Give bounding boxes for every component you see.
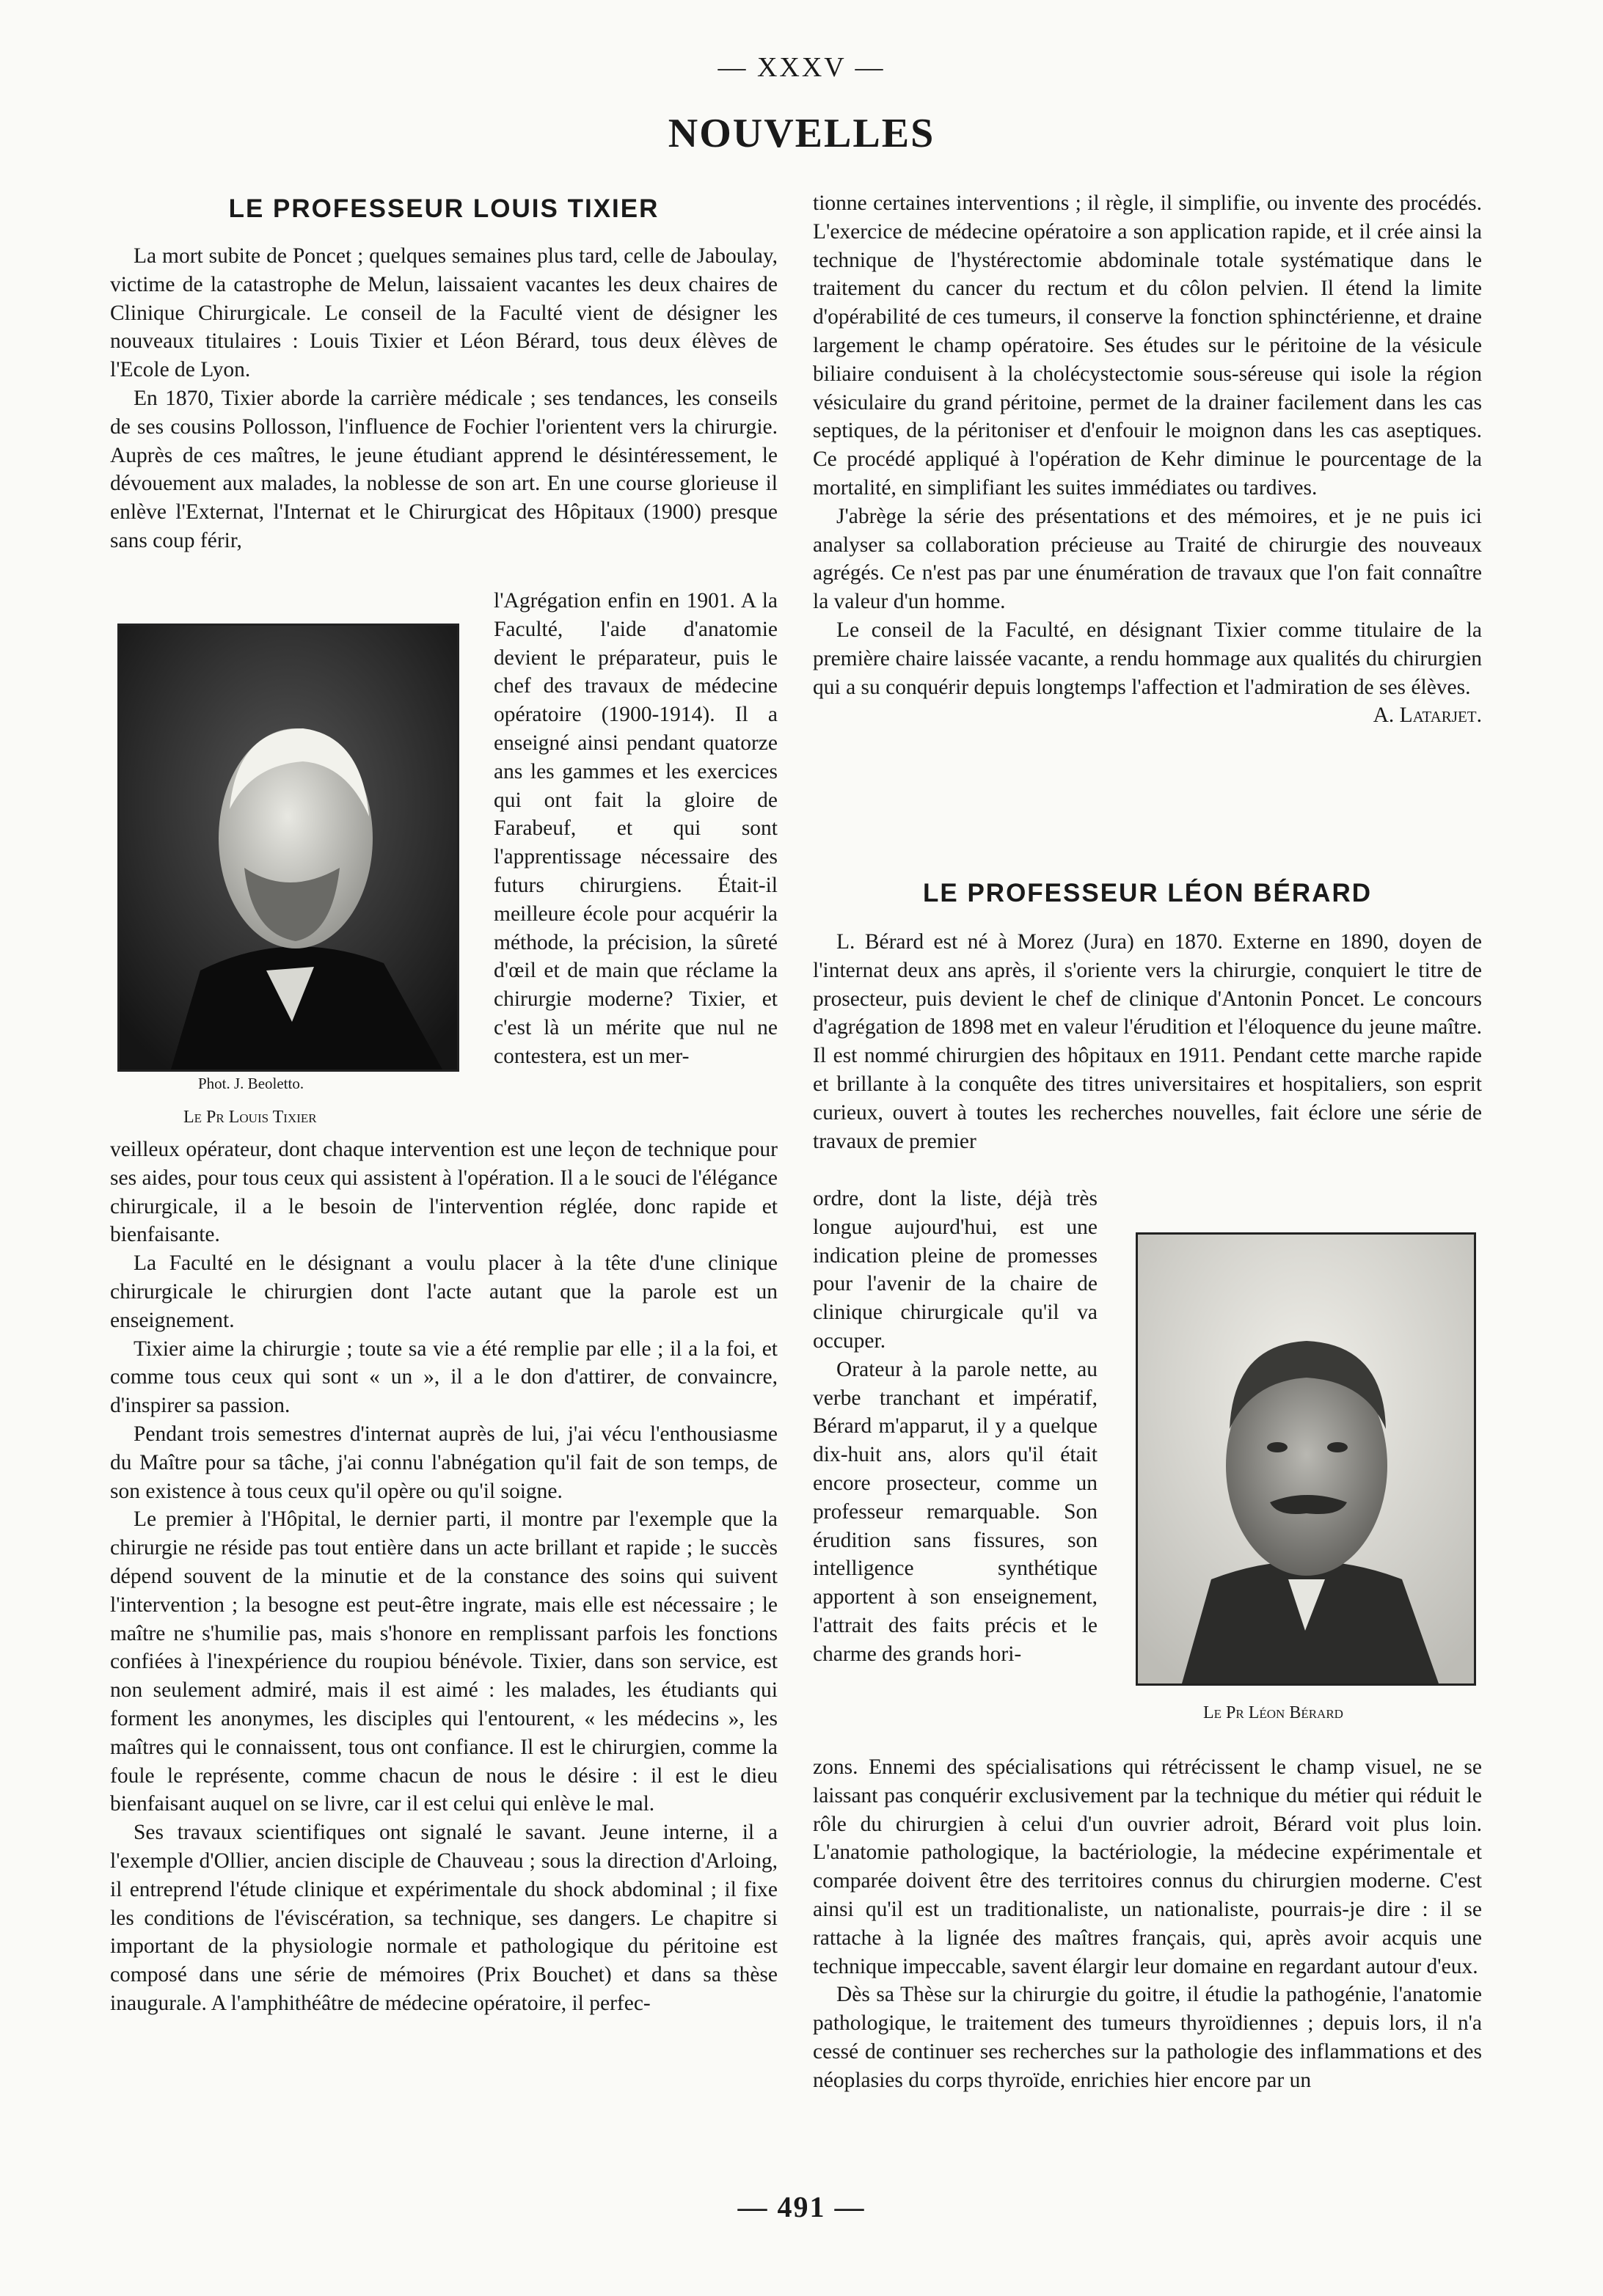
page-number: — 491 — <box>737 2190 866 2223</box>
tixier-after-photo <box>110 1136 778 2018</box>
tixier-beside-photo <box>494 587 778 1071</box>
tixier-photo-credit: Phot. J. Beoletto. <box>198 1075 304 1092</box>
paragraph: La mort subite de Poncet ; quelques semaines plus tard, celle de Jaboulay, victime de la catastrophe de Melun, laissaient vacantes les deux chaires de Clinique Chirurgicale. Le conseil de la Faculté vient de désigner les nouveaux titulaires : Louis Tixier et Léon Bérard, tous deux élèves de l'Ecole de Lyon. <box>110 244 778 382</box>
berard-portrait-image <box>1138 1235 1474 1683</box>
paragraph: Ses travaux scientifiques ont signalé le savant. Jeune interne, il a l'exemple d'Ollier, ancien disciple de Chauveau ; sous la direction d'Arloing, il entreprend l'étude clinique et expérimentale du shock abdominal ; il fixe les conditions de l'éviscération, sa technique, ses dangers. Le chapitre si important de la physiologie normale et pathologique du péritoine est composé dans une série de mémoires (Prix Bouchet) et dans sa thèse inaugurale. A l'amphithéâtre de médecine opératoire, il perfec- <box>110 1821 778 2015</box>
paragraph: Orateur à la parole nette, au verbe tranchant et impératif, Bérard m'apparut, il y a quelque dix-huit ans, alors qu'il était encore prosecteur, comme un professeur remarquable. Son érudition sans fissures, son intelligence synthétique apportent à son enseignement, l'attrait des faits précis et le charme des grands hori- <box>813 1357 1098 1666</box>
paragraph: Le premier à l'Hôpital, le dernier parti, il montre par l'exemple que la chirurgie ne réside pas tout entière dans un acte brillant et rapide ; le succès dépend souvent de la minutie et de la constance des soins qui suivent l'intervention ; la besogne est peut-être ingrate, mais elle est nécessaire ; le maître ne s'humilie pas, mais s'honore en remplissant parfois les fonctions confiées à l'inexpérience du roupiou bénévole. Tixier, dans son service, est non seulement admiré, mais il est aimé : les malades, les étudiants qui forment les anonymes, les disciples qui l'entourent, « les médecins », les maîtres qui le connaissent, tous ont confiance. Il est le chirurgien, comme la foule le représente, comme chacun de nous le désire : il est le dieu bienfaisant auquel on se livre, car il est celui qui enlève le mal. <box>110 1507 778 1816</box>
paragraph: La Faculté en le désignant a voulu placer à la tête d'une clinique chirurgicale le chirurgien dont l'acte autant que la parole est un enseignement. <box>110 1251 778 1332</box>
paragraph: l'Agrégation enfin en 1901. A la Faculté, l'aide d'anatomie devient le préparateur, puis le chef des travaux de médecine opératoire (1900-1914). Il a enseigné ainsi pendant quatorze ans les gammes et les exercices qui ont fait la gloire de Farabeuf, et qui sont l'apprentissage nécessaire des futurs chirurgiens. Était-il meilleure école pour acquérir la méthode, la précision, la sûreté d'œil et de main que réclame la chirurgie moderne? Tixier, et c'est là un mérite que nul ne contestera, est un mer- <box>494 589 778 1068</box>
signature: A. Latarjet. <box>1373 703 1482 728</box>
berard-after-photo <box>813 1753 1482 2095</box>
page-number-roman: — XXXV — <box>717 52 886 83</box>
paragraph: Dès sa Thèse sur la chirurgie du goitre, il étudie la pathogénie, l'anatomie pathologique, le traitement des tumeurs thyroïdiennes ; depuis lors, il n'a cessé de continuer ses recherches sur la pathologie des inflammations et des néoplasies du corps thyroïde, enrichies hier encore par un <box>813 1983 1482 2092</box>
tixier-intro <box>110 242 778 555</box>
section-title: NOUVELLES <box>668 111 935 156</box>
paragraph: Pendant trois semestres d'internat auprès de lui, j'ai vécu l'enthousiasme du Maître pour sa tâche, j'ai connu l'abnégation qu'il fait de son temps, de son existence à tous ceux qu'il opère ou qu'il soigne. <box>110 1422 778 1503</box>
paragraph: J'abrège la série des présentations et des mémoires, et je ne puis ici analyser sa collaboration précieuse au Traité de chirurgie des nouveaux agrégés. Ce n'est pas par une énumération de travaux que l'on fait connaître la valeur d'un homme. <box>813 504 1482 614</box>
tixier-portrait <box>117 624 459 1072</box>
tixier-photo-caption: Le Pr Louis Tixier <box>183 1108 317 1127</box>
paragraph: tionne certaines interventions ; il règle, il simplifie, ou invente des procédés. L'exercice de médecine opératoire a son application rapide, et il crée ainsi la technique de l'hystérectomie abdominale totale systématique dans le traitement du cancer du rectum et du côlon pelvien. Il étend la limite d'opérabilité de ces tumeurs, il conserve la fonction sphinctérienne, et draine largement le champ opératoire. Ses études sur le péritoine de la vésicule biliaire conduisent à la cholécystectomie sous-séreuse qui isole la région vésiculaire du grand péritoine, permet de la drainer facilement dans les cas septiques, de la péritoniser et d'enfouir le moignon dans les cas aseptiques. Ce procédé appliqué à l'opération de Kehr diminue le pourcentage de la mortalité, en simplifiant les suites immédiates ou tardives. <box>813 191 1482 500</box>
berard-title: LE PROFESSEUR LÉON BÉRARD <box>923 879 1372 907</box>
berard-intro <box>813 928 1482 1155</box>
paragraph: veilleux opérateur, dont chaque intervention est une leçon de technique pour ses aides, pour tous ceux qui assistent à l'opération. Il a le souci de l'élégance chirurgicale, il a le besoin de l'intervention réglée, donc rapide et bienfaisante. <box>110 1138 778 1247</box>
paragraph: ordre, dont la liste, déjà très longue aujourd'hui, est une indication pleine de promesses pour l'avenir de la chaire de clinique chirurgicale qu'il va occuper. <box>813 1187 1098 1353</box>
paragraph: Le conseil de la Faculté, en désignant Tixier comme titulaire de la première chaire laissée vacante, a rendu hommage aux qualités du chirurgien qui a su conquérir depuis longtemps l'affection et l'admiration de ses élèves. <box>813 618 1482 699</box>
tixier-continuation <box>813 189 1482 730</box>
berard-beside-photo <box>813 1185 1098 1669</box>
berard-photo-caption: Le Pr Léon Bérard <box>1203 1703 1343 1722</box>
tixier-portrait-image <box>120 626 457 1070</box>
paragraph: Tixier aime la chirurgie ; toute sa vie a été remplie par elle ; il a la foi, et comme tous ceux qui sont « un », il a le don d'attirer, de convaincre, d'inspirer sa passion. <box>110 1337 778 1418</box>
berard-portrait <box>1136 1232 1476 1686</box>
paragraph: En 1870, Tixier aborde la carrière médicale ; ses tendances, les conseils de ses cousins Pollosson, l'influence de Fochier l'orientent vers la chirurgie. Auprès de ces maîtres, le jeune étudiant apprend le désintéressement, le dévouement aux malades, la noblesse de son art. En une course glorieuse il enlève l'Externat, l'Internat et le Chirurgicat des Hôpitaux (1900) presque sans coup férir, <box>110 386 778 552</box>
paragraph: L. Bérard est né à Morez (Jura) en 1870. Externe en 1890, doyen de l'internat deux ans après, il s'oriente vers la chirurgie, conquiert le titre de prosecteur, puis devient le chef de clinique d'Antonin Poncet. Le concours d'agrégation de 1898 met en valeur l'érudition et l'éloquence du jeune maître. Il est nommé chirurgien des hôpitaux en 1911. Pendant cette marche rapide et brillante à la conquête des titres universitaires et hospitaliers, son esprit curieux, ouvert à toutes les recherches nouvelles, fait éclore une série de travaux de premier <box>813 930 1482 1153</box>
tixier-title: LE PROFESSEUR LOUIS TIXIER <box>228 194 660 223</box>
paragraph: zons. Ennemi des spécialisations qui rétrécissent le champ visuel, ne se laissant pas conquérir exclusivement par la technique du métier qui réduit le rôle du chirurgien à celui d'un ouvrier adroit, Bérard voit plus loin. L'anatomie pathologique, la bactériologie, la médecine expérimentale et comparée doivent être des territoires connus du chirurgien moderne. C'est ainsi qu'il est un traditionaliste, un nationaliste, pourrais-je dire : il se rattache à la lignée des maîtres français, qui, après avoir acquis une technique impeccable, savent élargir leur domaine en regardant autour d'eux. <box>813 1755 1482 1978</box>
